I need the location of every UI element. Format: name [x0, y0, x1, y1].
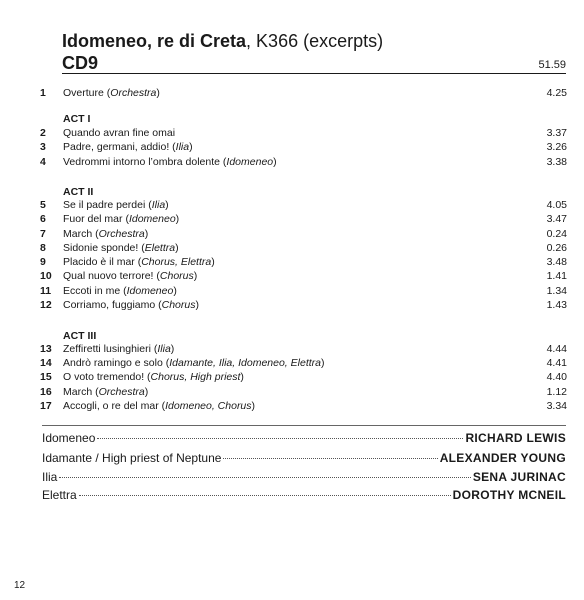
track-row [0, 198, 584, 212]
cast-row [42, 450, 566, 466]
track-row [0, 342, 584, 356]
track-title-text: Overture [63, 87, 104, 99]
track-duration: 1.12 [546, 386, 567, 398]
track-row [0, 356, 584, 370]
track-number: 13 [40, 343, 52, 355]
track-duration: 1.43 [546, 299, 567, 311]
track-row [0, 385, 584, 399]
track-row [0, 227, 584, 241]
track-title: O voto tremendo! (Chorus, High priest) [63, 371, 244, 383]
track-duration: 3.48 [546, 256, 567, 268]
track-title: Padre, germani, addio! (Ilia) [63, 141, 193, 153]
cast-role: Idomeneo [42, 431, 96, 445]
track-title-text: Se il padre perdei [63, 199, 146, 211]
cast-role: Ilia [42, 470, 58, 484]
page-number: 12 [14, 580, 26, 591]
cast-row [42, 430, 566, 446]
track-row [0, 126, 584, 140]
track-number: 2 [40, 127, 46, 139]
track-number: 3 [40, 141, 46, 153]
track-performers: Ilia [157, 343, 171, 355]
dot-leader [59, 477, 470, 478]
track-title [63, 126, 175, 140]
track-title-text: Fuor del mar [63, 213, 123, 225]
track-row [0, 284, 584, 298]
track-title: Vedrommi intorno l’ombra dolente (Idomeneo) [63, 156, 277, 168]
track-number: 4 [40, 156, 46, 168]
track-duration: 3.38 [546, 156, 567, 168]
cast-divider [42, 425, 566, 426]
dot-leader [223, 458, 437, 459]
track-performers: Chorus, High priest [150, 371, 241, 383]
track-title: Sidonie sponde! (Elettra) [63, 242, 179, 254]
track-number: 12 [40, 299, 52, 311]
act-heading-3: ACT III [63, 330, 97, 342]
track-row [0, 269, 584, 283]
track-duration: 4.40 [546, 371, 567, 383]
track-performers: Ilia [151, 199, 166, 211]
track-performers: Orchestra [98, 228, 145, 240]
track-duration: 0.26 [546, 242, 567, 254]
track-title-text: Accogli, o re del mar [63, 400, 159, 412]
track-title-text: Zeffiretti lusinghieri [63, 343, 151, 355]
track-duration: 4.44 [546, 343, 567, 355]
track-number: 9 [40, 256, 46, 268]
track-performers: Idomeneo, Chorus [165, 400, 252, 412]
track-number: 1 [40, 87, 46, 99]
track-duration: 3.26 [546, 141, 567, 153]
track-performers: Chorus [159, 270, 194, 282]
track-duration: 4.05 [546, 199, 567, 211]
dot-leader [97, 438, 463, 439]
track-number: 17 [40, 400, 52, 412]
track-performers: Idomeneo [126, 285, 174, 297]
track-title-text: Sidonie sponde! [63, 242, 139, 254]
track-performers: Idamante, Ilia, Idomeneo, Elettra [169, 357, 321, 369]
track-number: 10 [40, 270, 52, 282]
cast-role: Idamante / High priest of Neptune [42, 451, 222, 465]
track-row [0, 212, 584, 226]
track-performers: Orchestra [110, 87, 157, 99]
track-duration: 3.37 [546, 127, 567, 139]
track-title-text: March [63, 386, 93, 398]
cd-total-duration: 51.59 [538, 59, 566, 71]
track-duration: 3.47 [546, 213, 567, 225]
track-row [0, 255, 584, 269]
track-performers: Idomeneo [128, 213, 176, 225]
track-title: Corriamo, fuggiamo (Chorus) [63, 299, 199, 311]
track-title: Qual nuovo terrore! (Chorus) [63, 270, 198, 282]
track-number: 7 [40, 228, 46, 240]
track-title: Eccoti in me (Idomeneo) [63, 285, 177, 297]
track-number: 16 [40, 386, 52, 398]
track-duration: 1.34 [546, 285, 567, 297]
track-title: Placido è il mar (Chorus, Elettra) [63, 256, 215, 268]
track-row [0, 86, 584, 100]
track-number: 11 [40, 285, 52, 297]
track-title-text: March [63, 228, 93, 240]
track-title: March (Orchestra) [63, 386, 149, 398]
track-performers: Chorus [161, 299, 196, 311]
track-performers: Chorus, Elettra [141, 256, 212, 268]
track-title: Fuor del mar (Idomeneo) [63, 213, 180, 225]
track-title: March (Orchestra) [63, 228, 149, 240]
track-title-text: O voto tremendo! [63, 371, 145, 383]
track-performers: Idomeneo [226, 156, 274, 168]
cd-header [62, 53, 566, 74]
track-title-text: Corriamo, fuggiamo [63, 299, 156, 311]
track-title-text: Andrò ramingo e solo [63, 357, 163, 369]
track-performers: Orchestra [98, 386, 145, 398]
track-duration: 0.24 [546, 228, 567, 240]
track-duration: 4.41 [546, 357, 567, 369]
track-number: 6 [40, 213, 46, 225]
track-number: 5 [40, 199, 46, 211]
track-title-text: Eccoti in me [63, 285, 121, 297]
track-title: Accogli, o re del mar (Idomeneo, Chorus) [63, 400, 256, 412]
track-row [0, 298, 584, 312]
cd-label: CD9 [62, 53, 99, 73]
track-row [0, 370, 584, 384]
track-title-text: Qual nuovo terrore! [63, 270, 154, 282]
cast-row [42, 469, 566, 485]
track-title-text: Placido è il mar [63, 256, 135, 268]
track-row [0, 241, 584, 255]
track-number: 8 [40, 242, 46, 254]
cast-singer: DOROTHY MCNEIL [452, 488, 566, 502]
cast-row [42, 487, 566, 503]
cast-role: Elettra [42, 488, 77, 502]
track-row [0, 399, 584, 413]
track-title-text: Padre, germani, addio! [63, 141, 170, 153]
track-row [0, 155, 584, 169]
opera-title-subtitle: , K366 (excerpts) [246, 31, 384, 51]
track-title: Se il padre perdei (Ilia) [63, 199, 169, 211]
track-row [0, 140, 584, 154]
track-title: Zeffiretti lusinghieri (Ilia) [63, 343, 175, 355]
track-performers: Elettra [144, 242, 176, 254]
opera-title [62, 30, 383, 52]
act-heading-2: ACT II [63, 186, 94, 198]
track-title-text: Quando avran fine omai [63, 127, 176, 139]
cast-singer: SENA JURINAC [472, 470, 566, 484]
opera-title-main: Idomeneo, re di Creta [62, 31, 247, 51]
track-duration: 4.25 [546, 87, 567, 99]
track-title-text: Vedrommi intorno l’ombra dolente [63, 156, 220, 168]
track-title: Andrò ramingo e solo (Idamante, Ilia, Idomeneo, Elettra) [63, 357, 325, 369]
track-performers: Ilia [175, 141, 190, 153]
track-duration: 3.34 [546, 400, 567, 412]
track-duration: 1.41 [546, 270, 567, 282]
cast-singer: RICHARD LEWIS [465, 431, 566, 445]
track-title: Overture (Orchestra) [63, 87, 160, 99]
track-number: 14 [40, 357, 52, 369]
dot-leader [79, 495, 451, 496]
act-heading-1: ACT I [63, 113, 91, 125]
track-number: 15 [40, 371, 52, 383]
cast-singer: ALEXANDER YOUNG [439, 451, 566, 465]
